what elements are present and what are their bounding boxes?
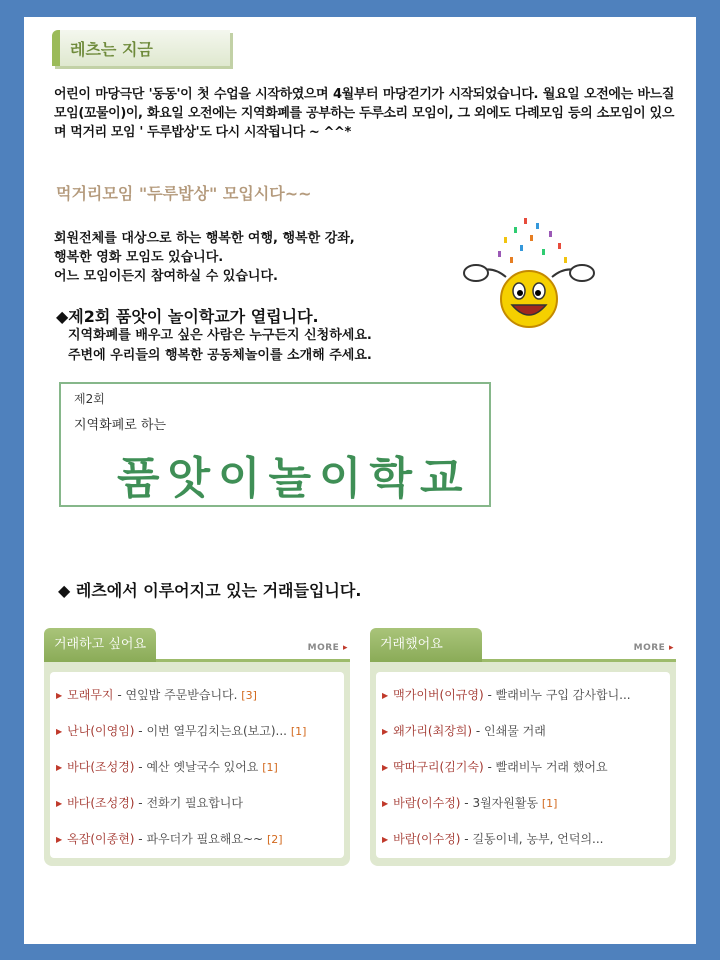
banner-title: 품앗이놀이학교: [117, 453, 471, 504]
item-count: [1]: [262, 761, 278, 774]
list-item[interactable]: [382, 686, 631, 703]
item-text: - 전화기 필요합니다: [134, 796, 243, 810]
traded-tab[interactable]: 거래했어요: [370, 628, 482, 662]
item-text: - 길동이네, 농부, 언덕의...: [460, 832, 604, 846]
item-count: [2]: [266, 833, 283, 846]
trades-heading: ◆ 레츠에서 이루어지고 있는 거래들입니다.: [58, 581, 362, 600]
item-author: 바람(이수정): [393, 832, 461, 846]
bullet-arrow-icon: ▶: [56, 799, 63, 808]
slide-page: [24, 17, 696, 944]
list-item[interactable]: [382, 722, 546, 739]
section-tab-bar: [52, 30, 60, 66]
more-label: MORE: [307, 643, 340, 653]
bullet-arrow-icon: ▶: [56, 763, 63, 772]
intro-paragraph: 어린이 마당극단 '동동'이 첫 수업을 시작하였으며 4월부터 마당걷기가 시작되었습니다. 월요일 오전에는 바느질모임(꼬물이)이, 화요일 오전에는 지역화폐를 공부하는 두루소리 모임이, 그 외에도 다례모임 등의 소모임이 있으며 먹거리 모임 ' 두루밥상'도 다시 시작됩니다 ~ ^^*: [54, 87, 675, 140]
more-arrow-icon: ▸: [668, 643, 674, 653]
item-text: - 이번 열무김치는요(보고)...: [134, 724, 287, 738]
panel-inner: [376, 672, 670, 858]
item-author: 왜가리(최장희): [393, 724, 473, 738]
list-item[interactable]: [56, 686, 257, 703]
list-item[interactable]: [56, 758, 278, 775]
item-author: 바다(조성경): [67, 760, 135, 774]
list-item[interactable]: [56, 794, 243, 811]
item-count: [1]: [541, 797, 558, 810]
bullet-arrow-icon: ▶: [56, 727, 63, 736]
want-to-trade-panel: [44, 628, 350, 868]
banner-line2: 지역화폐로 하는: [74, 418, 167, 433]
list-item[interactable]: [382, 830, 603, 847]
school-line: 지역화폐를 배우고 싶은 사람은 누구든지 신청하세요.: [68, 328, 372, 343]
panel-inner: [50, 672, 344, 858]
school-lines: [68, 326, 372, 366]
bullet-arrow-icon: ▶: [382, 763, 389, 772]
item-text: - 연잎밥 주문받습니다.: [113, 688, 238, 702]
list-item[interactable]: [56, 722, 306, 739]
panel-box: [370, 662, 676, 866]
more-arrow-icon: ▸: [342, 643, 348, 653]
confetti: [498, 218, 567, 263]
item-text: - 인쇄물 거래: [472, 724, 546, 738]
item-count: [1]: [290, 725, 307, 738]
more-label: MORE: [633, 643, 666, 653]
item-author: 바람(이수정): [393, 796, 461, 810]
item-count: [3]: [241, 689, 257, 702]
banner-line1: 제2회: [74, 392, 105, 406]
members-line: 행복한 영화 모임도 있습니다.: [54, 250, 224, 265]
item-text: - 예산 옛날국수 있어요: [134, 760, 259, 774]
traded-panel: [370, 628, 676, 868]
panel-box: [44, 662, 350, 866]
section-tab: [52, 30, 230, 66]
school-heading: ◆제2회 품앗이 놀이학교가 열립니다.: [56, 307, 319, 326]
members-text: [54, 229, 474, 286]
play-school-banner: [59, 382, 491, 507]
bullet-arrow-icon: ▶: [382, 799, 389, 808]
bullet-arrow-icon: ▶: [56, 835, 63, 844]
more-link[interactable]: [634, 643, 674, 653]
bullet-arrow-icon: ▶: [382, 691, 389, 700]
school-line: 주변에 우리들의 행복한 공동체놀이를 소개해 주세요.: [68, 348, 372, 363]
bullet-arrow-icon: ▶: [382, 727, 389, 736]
item-author: 옥잠(이종현): [67, 832, 135, 846]
members-line: 회원전체를 대상으로 하는 행복한 여행, 행복한 강좌,: [54, 231, 355, 246]
meal-meeting-title: 먹거리모임 "두루밥상" 모입시다~~: [56, 184, 312, 203]
bullet-arrow-icon: ▶: [382, 835, 389, 844]
list-item[interactable]: [382, 794, 557, 811]
item-text: - 파우더가 필요해요~~: [134, 832, 264, 846]
item-text: - 빨래비누 거래 했어요: [483, 760, 608, 774]
want-to-trade-tab[interactable]: 거래하고 싶어요: [44, 628, 156, 662]
item-author: 맥가이버(이규영): [393, 688, 484, 702]
smiley-icon: [454, 213, 604, 333]
item-author: 모래무지: [67, 688, 114, 702]
item-author: 딱따구리(김기숙): [393, 760, 484, 774]
item-author: 난나(이영임): [67, 724, 135, 738]
item-author: 바다(조성경): [67, 796, 135, 810]
item-text: - 빨래비누 구입 감사합니...: [483, 688, 631, 702]
section-tab-label: 레츠는 지금: [70, 40, 153, 59]
bullet-arrow-icon: ▶: [56, 691, 63, 700]
item-text: - 3월자원활동: [460, 796, 539, 810]
members-line: 어느 모임이든지 참여하실 수 있습니다.: [54, 269, 278, 284]
list-item[interactable]: [56, 830, 283, 847]
list-item[interactable]: [382, 758, 608, 775]
more-link[interactable]: [308, 643, 348, 653]
